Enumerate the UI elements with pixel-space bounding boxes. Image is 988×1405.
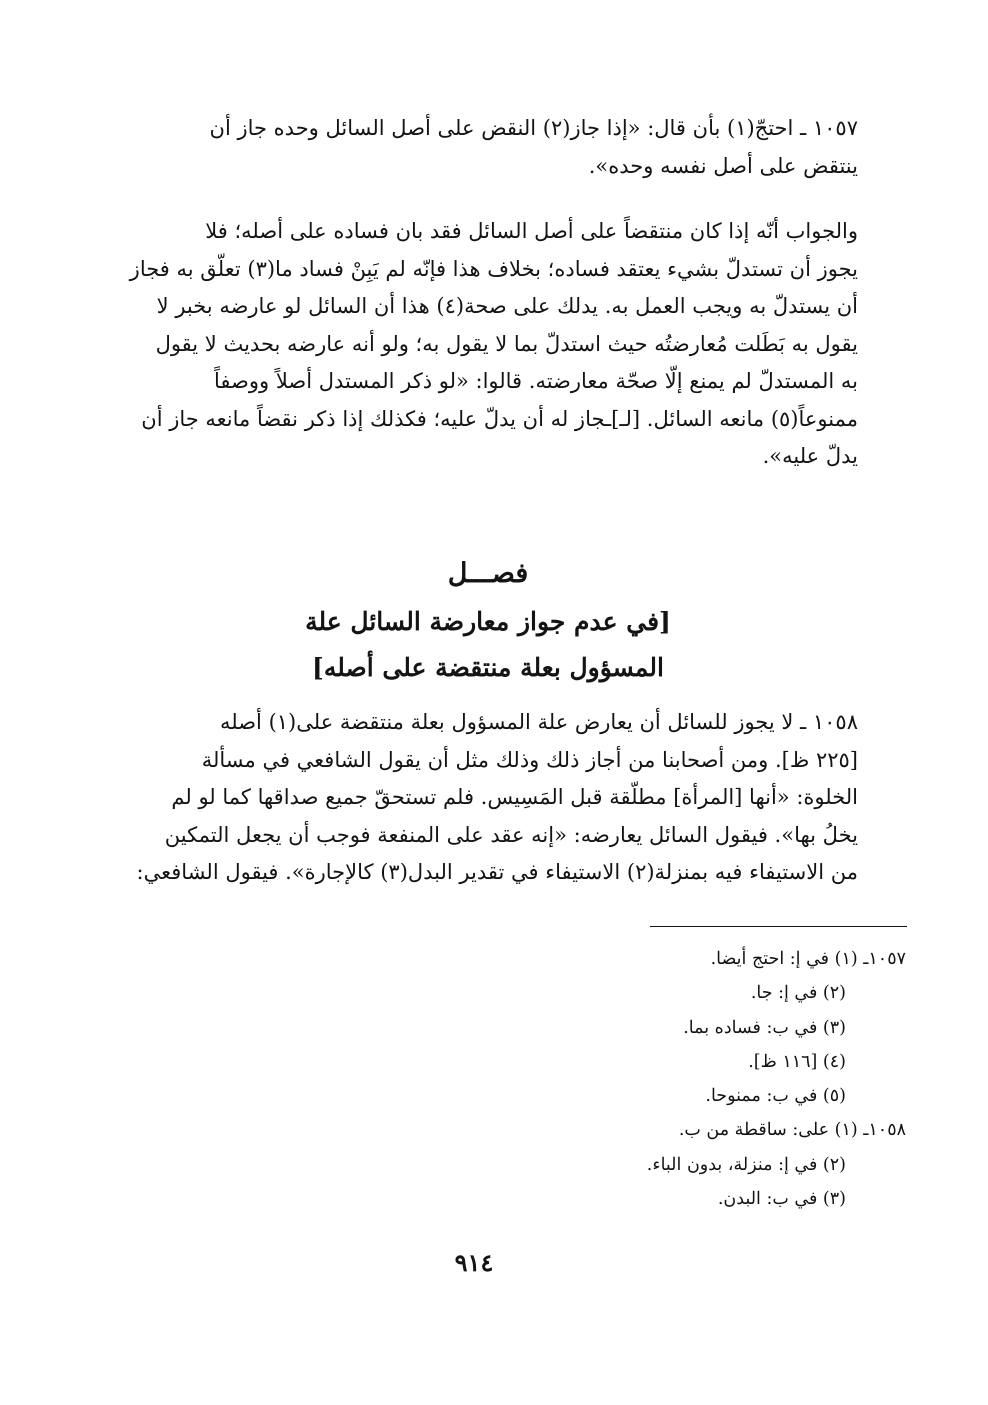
section-title-line-1: [في عدم جواز معارضة السائل علة bbox=[305, 607, 671, 636]
text-line: يقول به بَطَلت مُعارضتُه حيث استدلّ بما لا يقول به؛ ولو أنه عارضه بحديث لا يقول bbox=[155, 331, 858, 356]
text-line: به المستدلّ لم يمنع إلّا صحّة معارضته. قالوا: «لو ذكر المستدل أصلاً ووصفاً bbox=[214, 369, 858, 393]
footnote-line: ١٠٥٧ـ (١) في إ: احتج أيضا. bbox=[710, 949, 906, 969]
footnote-divider bbox=[650, 926, 907, 927]
text-line: [٢٢٥ ظ]. ومن أصحابنا من أجاز ذلك وذلك مثل أن يقول الشافعي في مسألة bbox=[201, 747, 858, 772]
section-title-line-2: المسؤول بعلة منتقضة على أصله] bbox=[312, 653, 664, 682]
text-line: ينتقض على أصل نفسه وحده». bbox=[588, 153, 858, 178]
footnote-line: (٣) في ب: البدن. bbox=[717, 1189, 846, 1210]
text-line: يجوز أن تستدلّ بشيء يعتقد فساده؛ بخلاف هذا فإنّه لم يَبِنْ فساد ما(٣) تعلّق به فجاز bbox=[129, 256, 858, 281]
text-line: الخلوة: «أنها [المرأة] مطلّقة قبل المَسِيس. فلم تستحقّ جميع صداقها كما لو لم bbox=[171, 785, 858, 809]
footnote-line: ١٠٥٨ـ (١) على: ساقطة من ب. bbox=[678, 1120, 906, 1141]
footnote-line: (٥) في ب: ممنوحا. bbox=[705, 1086, 846, 1107]
text-line: ممنوعاً(٥) مانعه السائل. [لـ]ـجاز له أن يدلّ عليه؛ فكذلك إذا ذكر نقضاً مانعه جاز أن bbox=[141, 406, 858, 431]
text-line: من الاستيفاء فيه بمنزلة(٢) الاستيفاء في تقدير البدل(٣) كالإجارة». فيقول الشافعي: bbox=[136, 860, 858, 884]
section-heading-fasl: فصـــل bbox=[447, 558, 529, 589]
text-line: ١٠٥٨ ـ لا يجوز للسائل أن يعارض علة المسؤول بعلة منتقضة على(١) أصله bbox=[220, 710, 858, 734]
paragraph-answer bbox=[118, 213, 858, 476]
paragraph-1057 bbox=[118, 110, 858, 185]
text-line: أن يستدلّ به ويجب العمل به. يدلك على صحة(٤) هذا أن السائل لو عارضه بخبر لا bbox=[156, 294, 858, 318]
footnote-line: (٢) في إ: منزلة، بدون الباء. bbox=[646, 1154, 846, 1175]
paragraph-1058 bbox=[118, 704, 858, 892]
footnote-line: (٤) [١١٦ ظ]. bbox=[748, 1051, 846, 1072]
text-line: والجواب أنّه إذا كان منتقضاً على أصل السائل فقد بان فساده على أصله؛ فلا bbox=[205, 219, 858, 243]
text-line: يخلُ بها». فيقول السائل يعارضه: «إنه عقد على المنفعة فوجب أن يجعل التمكين bbox=[164, 822, 858, 847]
page-number: ٩١٤ bbox=[454, 1248, 494, 1277]
footnote-line: (٢) في إ: جا. bbox=[750, 983, 846, 1004]
text-line: يدلّ عليه». bbox=[762, 444, 858, 468]
footnote-line: (٣) في ب: فساده بما. bbox=[683, 1017, 846, 1038]
footnotes bbox=[500, 942, 906, 1216]
text-line: ١٠٥٧ ـ احتجّ(١) بأن قال: «إذا جاز(٢) النقض على أصل السائل وحده جاز أن bbox=[209, 116, 858, 140]
